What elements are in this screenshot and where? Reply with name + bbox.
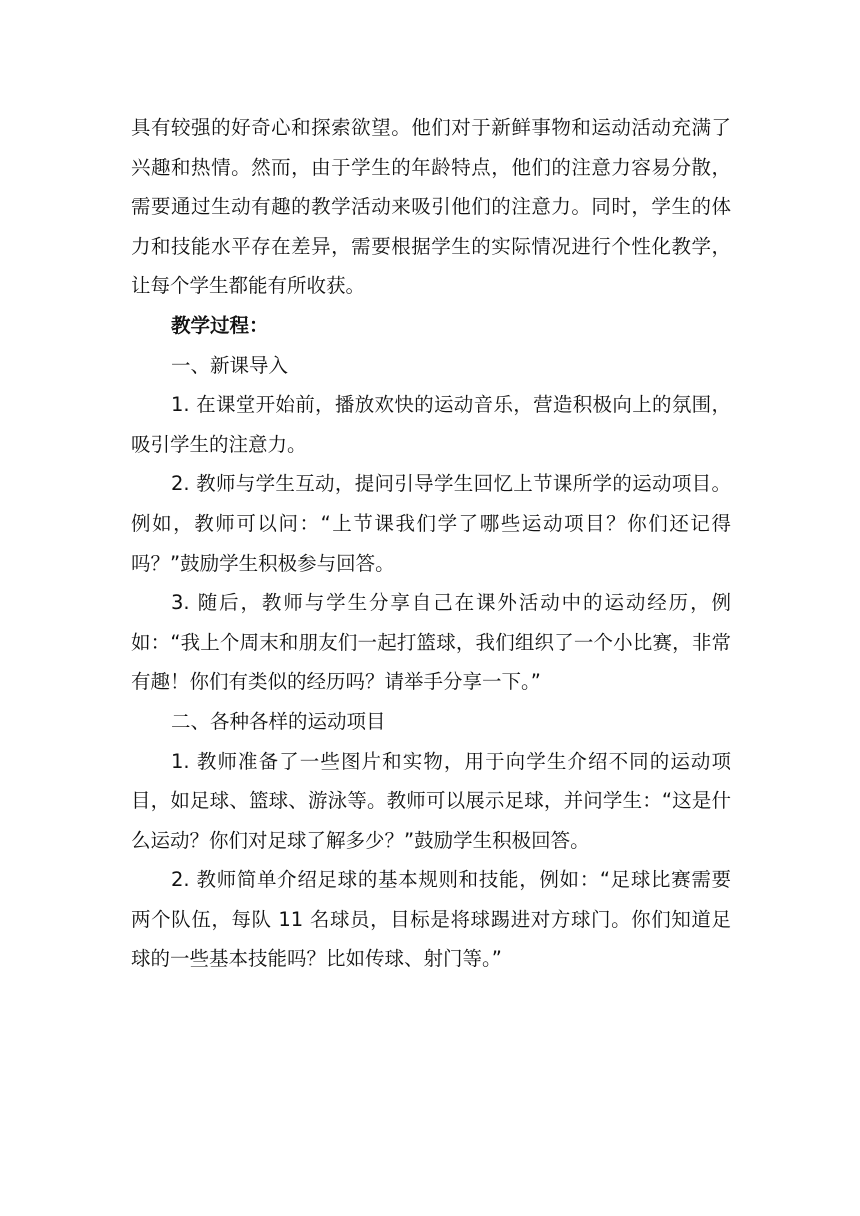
section-title-new-lesson-intro: 一、新课导入 [171, 353, 289, 377]
section-heading-teaching-process: 教学过程： [171, 313, 269, 337]
list-item-intro-2: 2. 教师与学生互动，提问引导学生回忆上节课所学的运动项目。例如，教师可以问：“上节课我们学了哪些运动项目？你们还记得吗？”鼓励学生积极参与回答。 [131, 472, 731, 575]
list-item-sports-2: 2. 教师简单介绍足球的基本规则和技能，例如：“足球比赛需要两个队伍，每队 11 名球员，目标是将球踢进对方球门。你们知道足球的一些基本技能吗？比如传球、射门等。” [131, 868, 731, 971]
list-item-intro-3: 3. 随后，教师与学生分享自己在课外活动中的运动经历，例如：“我上个周末和朋友们一起打篮球，我们组织了一个小比赛，非常有趣！你们有类似的经历吗？请举手分享一下。” [131, 591, 731, 694]
document-body [131, 108, 731, 979]
list-item-sports-1: 1. 教师准备了一些图片和实物，用于向学生介绍不同的运动项目，如足球、篮球、游泳等。教师可以展示足球，并问学生：“这是什么运动？你们对足球了解多少？”鼓励学生积极回答。 [131, 749, 731, 852]
paragraph-student-analysis: 具有较强的好奇心和探索欲望。他们对于新鲜事物和运动活动充满了兴趣和热情。然而，由于学生的年龄特点，他们的注意力容易分散，需要通过生动有趣的教学活动来吸引他们的注意力。同时，学生的体力和技能水平存在差异，需要根据学生的实际情况进行个性化教学，让每个学生都能有所收获。 [131, 116, 731, 298]
section-title-sports-types: 二、各种各样的运动项目 [171, 709, 386, 733]
list-item-intro-1: 1. 在课堂开始前，播放欢快的运动音乐，营造积极向上的氛围，吸引学生的注意力。 [131, 393, 731, 456]
